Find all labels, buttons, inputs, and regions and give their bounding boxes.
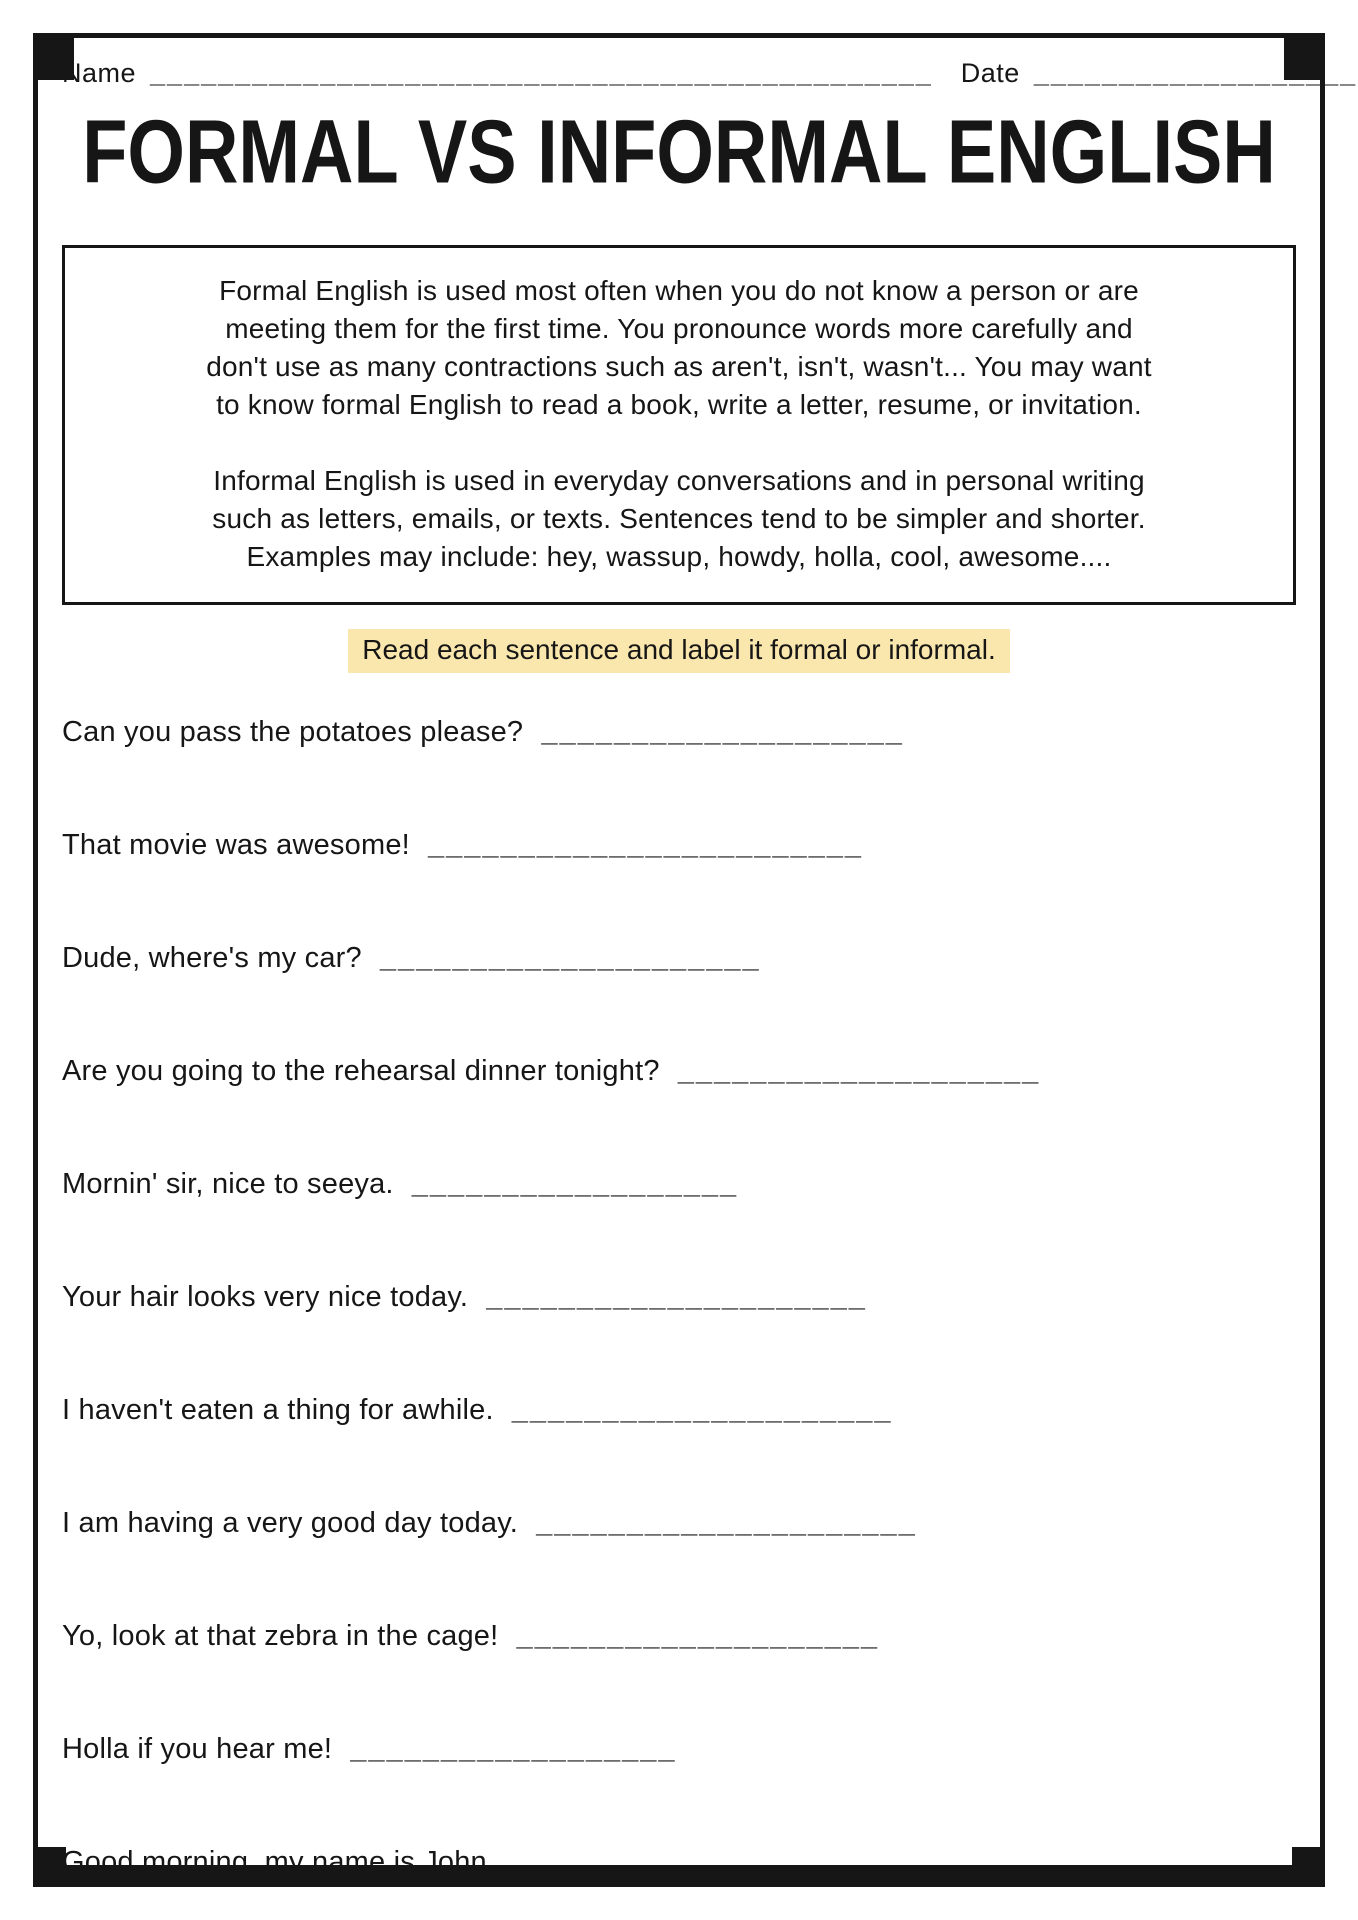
- answer-blank-line[interactable]: ______________________________: [513, 1846, 1058, 1878]
- sentence-row: [62, 943, 1296, 974]
- sentence-row: [62, 830, 1296, 861]
- sentence-text: Can you pass the potatoes please?: [62, 716, 524, 748]
- answer-blank-line[interactable]: _____________________: [379, 942, 761, 974]
- sentence-row: [62, 1282, 1296, 1313]
- answer-blank-line[interactable]: __________________: [350, 1733, 677, 1765]
- sentence-text: That movie was awesome!: [62, 829, 410, 861]
- sentence-text: Dude, where's my car?: [62, 942, 362, 974]
- sentence-row: [62, 1395, 1296, 1426]
- answer-blank-line[interactable]: ____________________: [541, 716, 904, 748]
- name-date-row: [62, 58, 1358, 89]
- answer-blank-line[interactable]: ____________________: [516, 1620, 880, 1652]
- answer-blank-line[interactable]: _____________________: [536, 1507, 917, 1539]
- name-label: Name: [62, 58, 137, 88]
- intro-box: [62, 245, 1296, 605]
- sentence-row: [62, 1056, 1296, 1087]
- sentence-text: Your hair looks very nice today.: [62, 1281, 469, 1313]
- sentence-text: Holla if you hear me!: [62, 1733, 333, 1765]
- corner-square-bottom-right: [1292, 1847, 1320, 1865]
- answer-blank-line[interactable]: ____________________: [677, 1055, 1041, 1087]
- instruction-highlight: Read each sentence and label it formal or informal.: [348, 629, 1009, 673]
- sentence-text: I haven't eaten a thing for awhile.: [62, 1394, 494, 1426]
- answer-blank-line[interactable]: _____________________: [486, 1281, 867, 1313]
- answer-blank-line[interactable]: __________________: [411, 1168, 739, 1200]
- worksheet-content: [62, 38, 1358, 1920]
- name-blank-line[interactable]: ______________________________________________: [150, 58, 933, 88]
- sentence-text: Are you going to the rehearsal dinner tonight?: [62, 1055, 660, 1087]
- date-label: Date: [960, 58, 1020, 88]
- sentence-text: Mornin' sir, nice to seeya.: [62, 1168, 394, 1200]
- sentence-text: Yo, look at that zebra in the cage!: [62, 1620, 499, 1652]
- sentence-row: [62, 1508, 1296, 1539]
- page-title: [62, 100, 1296, 202]
- page-title-text: FORMAL VS INFORMAL ENGLISH: [82, 100, 1276, 202]
- sentence-text: I am having a very good day today.: [62, 1507, 519, 1539]
- date-blank-line[interactable]: ___________________: [1033, 58, 1358, 88]
- answer-blank-line[interactable]: _____________________: [511, 1394, 893, 1426]
- sentence-row: [62, 1169, 1296, 1200]
- instruction-line: [62, 629, 1296, 673]
- sentence-list: [62, 717, 1296, 1878]
- sentence-row: [62, 1847, 1296, 1878]
- intro-paragraph-formal: Formal English is used most often when you do not know a person or are meeting them for the first time. You pronounce words more carefully and don't use as many contractions such as aren't, isn't, wasn't... You may want to know formal English to read a book, write a letter, resume, or invitation.: [206, 275, 1152, 420]
- intro-paragraph-informal: Informal English is used in everyday conversations and in personal writing such as letters, emails, or texts. Sentences tend to be simpler and shorter. Examples may include: hey, wassup, howdy, holla, cool, awesome....: [212, 465, 1146, 572]
- sentence-row: [62, 1621, 1296, 1652]
- sentence-text: Good morning, my name is John.: [62, 1846, 496, 1878]
- sentence-row: [62, 717, 1296, 748]
- answer-blank-line[interactable]: ________________________: [427, 829, 864, 861]
- sentence-row: [62, 1734, 1296, 1765]
